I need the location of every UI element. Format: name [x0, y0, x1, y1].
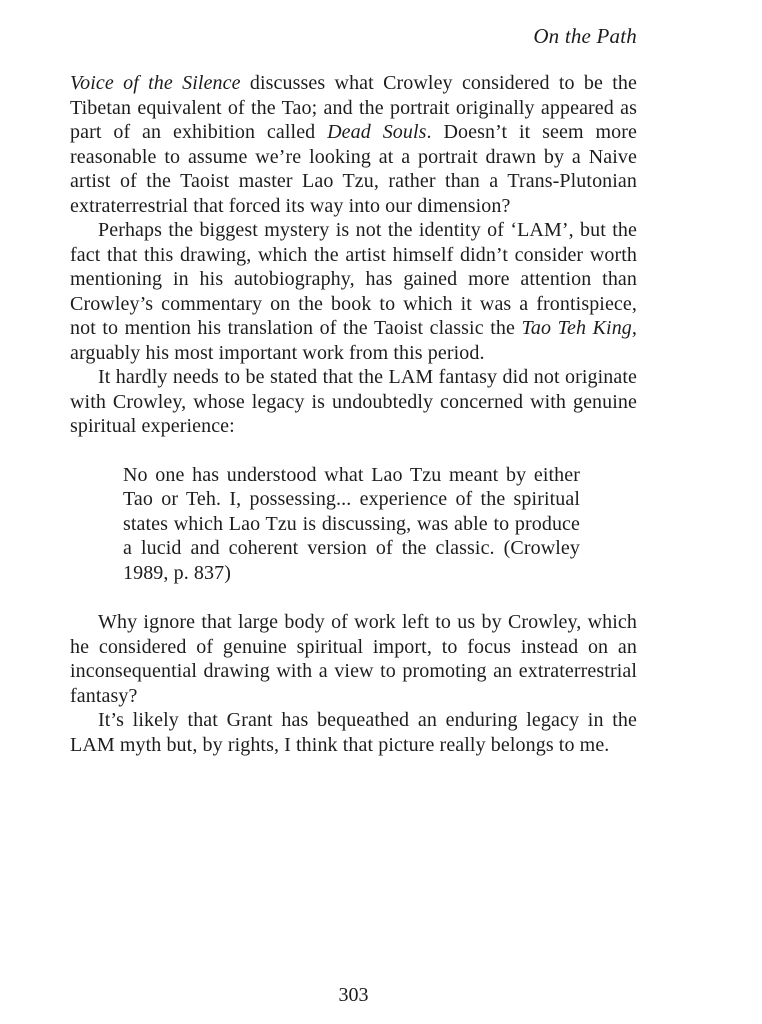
body-paragraph — [70, 365, 637, 439]
text-run: discusses what Crowley considered to be the Tibetan equivalent of the Tao; and the portrait originally appeared as part of an exhibition called — [70, 72, 637, 143]
page-body — [70, 71, 637, 757]
text-run: It’s likely that Grant has bequeathed an enduring legacy in the LAM myth but, by rights, I think that picture really belongs to me. — [70, 709, 637, 756]
text-run: . Doesn’t it seem more reasonable to assume we’re looking at a portrait drawn by a Naive artist of the Taoist master Lao Tzu, rather than a Trans-Plutonian extraterrestrial that forced its way into our dimension? — [70, 121, 637, 217]
body-paragraph — [70, 610, 637, 708]
page-number: 303 — [338, 984, 369, 1006]
running-header: On the Path — [533, 24, 637, 48]
italic-text-run: Tao Teh King, — [521, 317, 637, 339]
italic-text-run: Dead Souls — [327, 121, 427, 143]
body-paragraph — [70, 71, 637, 218]
text-run: Why ignore that large body of work left to us by Crowley, which he considered of genuine spiritual import, to focus instead on an inconsequential drawing with a view to promoting an extraterrestrial fantasy? — [70, 611, 637, 707]
text-run: No one has understood what Lao Tzu meant by either Tao or Teh. I, possessing... experience of the spiritual states which Lao Tzu is discussing, was able to produce a lucid and coherent version of the classic. (Crowley 1989, p. 837) — [123, 463, 580, 584]
italic-text-run: Voice of the Silence — [70, 72, 241, 94]
body-paragraph — [70, 218, 637, 365]
text-run: Perhaps the biggest mystery is not the identity of ‘LAM’, but the fact that this drawing, which the artist himself didn’t consider worth mentioning in his autobiography, has gained more attention than Crowley’s commentary on the book to which it was a frontispiece, not to mention his translation of the Taoist classic the — [70, 219, 637, 339]
text-column — [70, 24, 637, 757]
body-paragraph — [70, 708, 637, 757]
text-run: It hardly needs to be stated that the LAM fantasy did not originate with Crowley, whose legacy is undoubtedly concerned with genuine spiritual experience: — [70, 366, 637, 437]
block-quote — [123, 463, 580, 586]
text-run: arguably his most important work from this period. — [70, 341, 485, 364]
